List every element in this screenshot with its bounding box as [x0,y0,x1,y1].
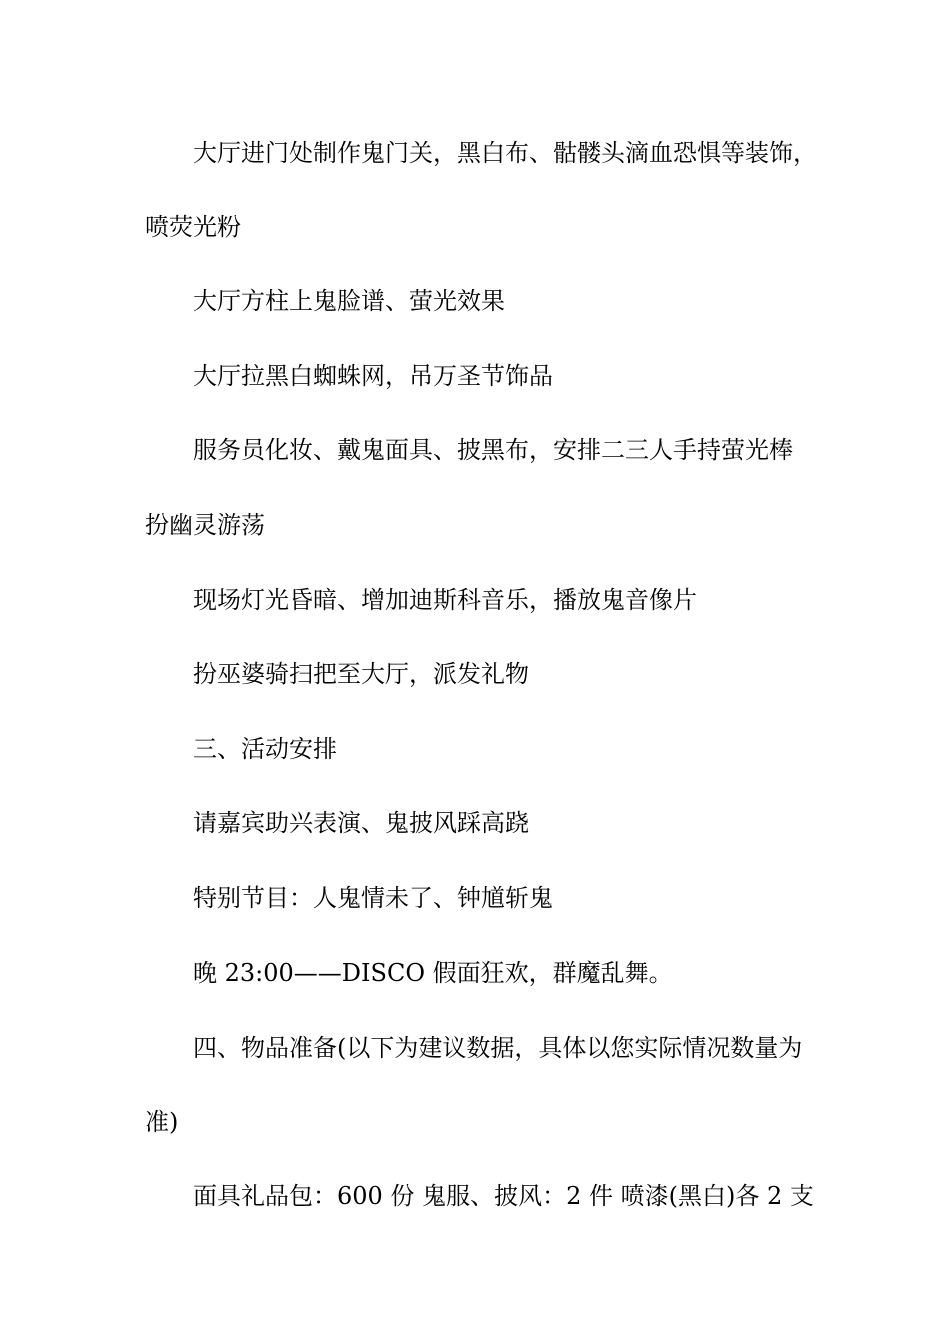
paragraph-line: 服务员化妆、戴鬼面具、披黑布，安排二三人手持萤光棒 [193,436,793,464]
paragraph-line: 请嘉宾助兴表演、鬼披风踩高跷 [193,809,529,837]
paragraph-line: 大厅进门处制作鬼门关，黑白布、骷髅头滴血恐惧等装饰， [193,139,817,167]
paragraph-line: 晚 23:00——DISCO 假面狂欢，群魔乱舞。 [193,959,673,987]
paragraph-line: 大厅拉黑白蜘蛛网，吊万圣节饰品 [193,362,553,390]
paragraph-line: 扮幽灵游荡 [145,511,265,539]
paragraph-line: 大厅方柱上鬼脸谱、萤光效果 [193,287,505,315]
paragraph-line: 喷荧光粉 [145,213,241,241]
paragraph-line: 现场灯光昏暗、增加迪斯科音乐，播放鬼音像片 [193,586,697,614]
paragraph-line: 准) [145,1108,179,1136]
paragraph-line: 面具礼品包：600 份 鬼服、披风：2 件 喷漆(黑白)各 2 支 [193,1182,814,1210]
section-heading: 四、物品准备(以下为建议数据，具体以您实际情况数量为 [193,1034,803,1062]
paragraph-line: 扮巫婆骑扫把至大厅，派发礼物 [193,660,529,688]
paragraph-line: 特别节目：人鬼情未了、钟馗斩鬼 [193,884,553,912]
section-heading: 三、活动安排 [193,735,337,763]
